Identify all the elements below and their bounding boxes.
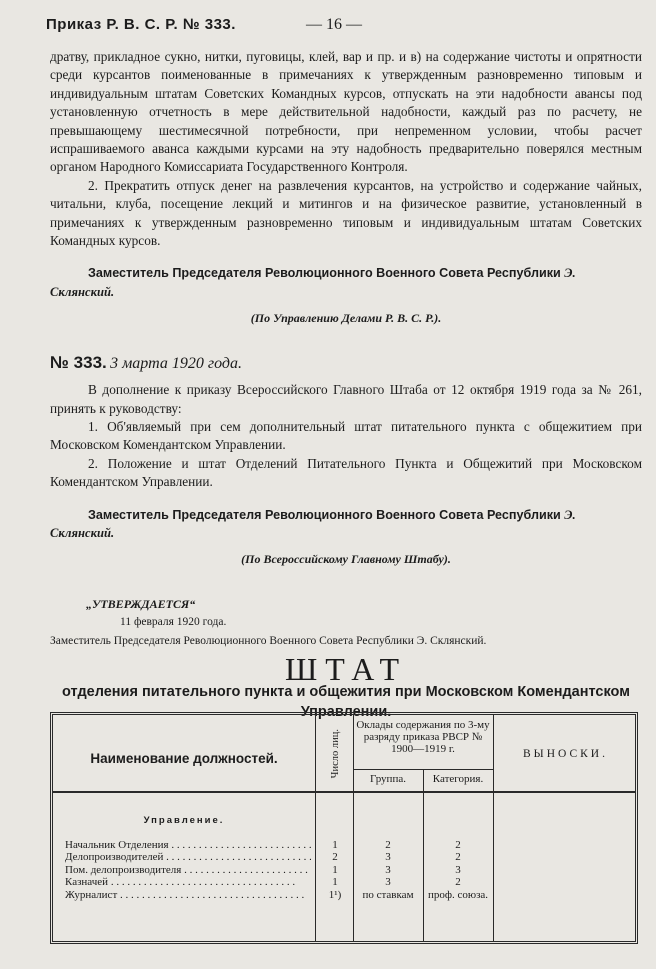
order-intro: В дополнение к приказу Всероссийского Главного Штаба от 12 октября 1919 года за № 261, принять к руководству: <box>50 382 642 416</box>
row-group: 3 <box>385 851 391 864</box>
table-divider <box>353 769 493 770</box>
document-body <box>50 48 642 722</box>
signature-name: Э. Склянский. <box>50 266 576 299</box>
paragraph-item-2: 2. Прекратить отпуск денег на развлечения курсантов, на устройство и содержание чайных, читальни, клуба, посещение лекций и митингов и на физическое развитие, установленный в примечаниях к утвержденным разновременно типовым и индивидуальным штатам Советских Командных курсов. <box>50 177 642 249</box>
order-source-note: (По Всероссийскому Главному Штабу). <box>241 552 451 567</box>
row-category: проф. союза. <box>427 888 489 901</box>
order-number: № 333. <box>50 352 107 372</box>
staff-title: ШТАТ <box>284 650 408 687</box>
col-header-title: Наименование должностей. <box>90 751 278 766</box>
col-header-category: Категория. <box>432 773 484 785</box>
row-title: Журналист . . . <box>65 889 311 901</box>
row-group: по ставкам <box>362 888 414 901</box>
order-item-2: 2. Положение и штат Отделений Питательного Пункта и Общежитий при Московском Комендантском Управлении. <box>50 455 642 490</box>
paragraph-continuation: дратву, прикладное сукно, нитки, пуговицы, клей, вар и пр. и в) на содержание чистоты и опрятности среди курсантов поименованные в примечаниях к утвержденным разновременно типовым и индивидуальным штатам Советских Командных курсов, отпускать на эти надобности авансы под установленную отчетность в мере действительной надобности, каждый раз по расчету, не превышающему шестимесячной потребности, при непременном условии, чтобы расчет испрашиваемого аванса каждыми курсами на эту надобность предварительно поверялся местным органом Народного Комиссариата Государственного Контроля. <box>50 49 642 175</box>
approval-date: 11 февраля 1920 года. <box>120 616 227 629</box>
order-reference: Приказ Р. В. С. Р. № 333. <box>46 16 236 33</box>
order-heading <box>50 354 642 373</box>
table-divider <box>315 715 316 941</box>
row-title: Начальник Отделения . . . <box>65 839 311 851</box>
order-signature-line <box>50 506 642 543</box>
table-rows <box>53 839 635 901</box>
order-signature-title: Заместитель Председателя Революционного Военного Совета Республики <box>88 507 561 522</box>
approval-signature: Заместитель Председателя Революционного Военного Совета Республики Э. Склянский. <box>50 634 487 647</box>
approval-stamp: „УТВЕРЖДАЕТСЯ“ <box>86 596 196 611</box>
signature-line <box>50 264 642 301</box>
row-category: 2 <box>455 851 461 864</box>
col-header-notes: ВЫНОСКИ. <box>523 748 608 760</box>
table-row <box>53 876 635 888</box>
col-header-count: Число лиц. <box>329 729 341 779</box>
row-category: 2 <box>455 876 461 889</box>
row-count: 1¹) <box>328 888 342 901</box>
table-row <box>53 889 635 901</box>
page-number: — 16 — <box>306 16 362 33</box>
table-row <box>53 851 635 863</box>
order-signature-name: Э. Склянский. <box>50 507 576 540</box>
table-header-rule <box>53 791 635 793</box>
row-group: 3 <box>385 876 391 889</box>
row-title: Делопроизводителей . . . <box>65 851 311 863</box>
row-count: 1 <box>332 863 338 876</box>
row-group: 3 <box>385 863 391 876</box>
col-header-salary: Оклады содержания по 3-му разряду приказа РВСР № 1900—1919 г. <box>356 719 490 755</box>
row-title: Казначей . . . <box>65 876 311 888</box>
row-count: 1 <box>332 839 338 851</box>
order-item-1: 1. Об'являемый при сем дополнительный штат питательного пункта с общежитием при Московском Комендантском Управлении. <box>50 418 642 453</box>
row-category: 2 <box>455 839 461 851</box>
row-category: 3 <box>455 863 461 876</box>
page-header <box>46 16 636 38</box>
order-date: 3 марта 1920 года. <box>110 354 242 372</box>
row-count: 2 <box>332 851 338 864</box>
staff-table <box>50 712 638 944</box>
col-header-group: Группа. <box>370 773 406 785</box>
row-group: 2 <box>385 839 391 851</box>
signature-title: Заместитель Председателя Революционного Военного Совета Республики <box>88 266 561 281</box>
row-count: 1 <box>332 876 338 889</box>
section-heading: Управление. <box>143 815 225 826</box>
staff-subtitle: отделения питательного пункта и общежития при Московском Комендантском Управлении. <box>62 684 630 721</box>
table-row <box>53 839 635 851</box>
row-title: Пом. делопроизводителя . . . <box>65 864 311 876</box>
source-note: (По Управлению Делами Р. В. С. Р.). <box>250 311 442 326</box>
table-row <box>53 864 635 876</box>
